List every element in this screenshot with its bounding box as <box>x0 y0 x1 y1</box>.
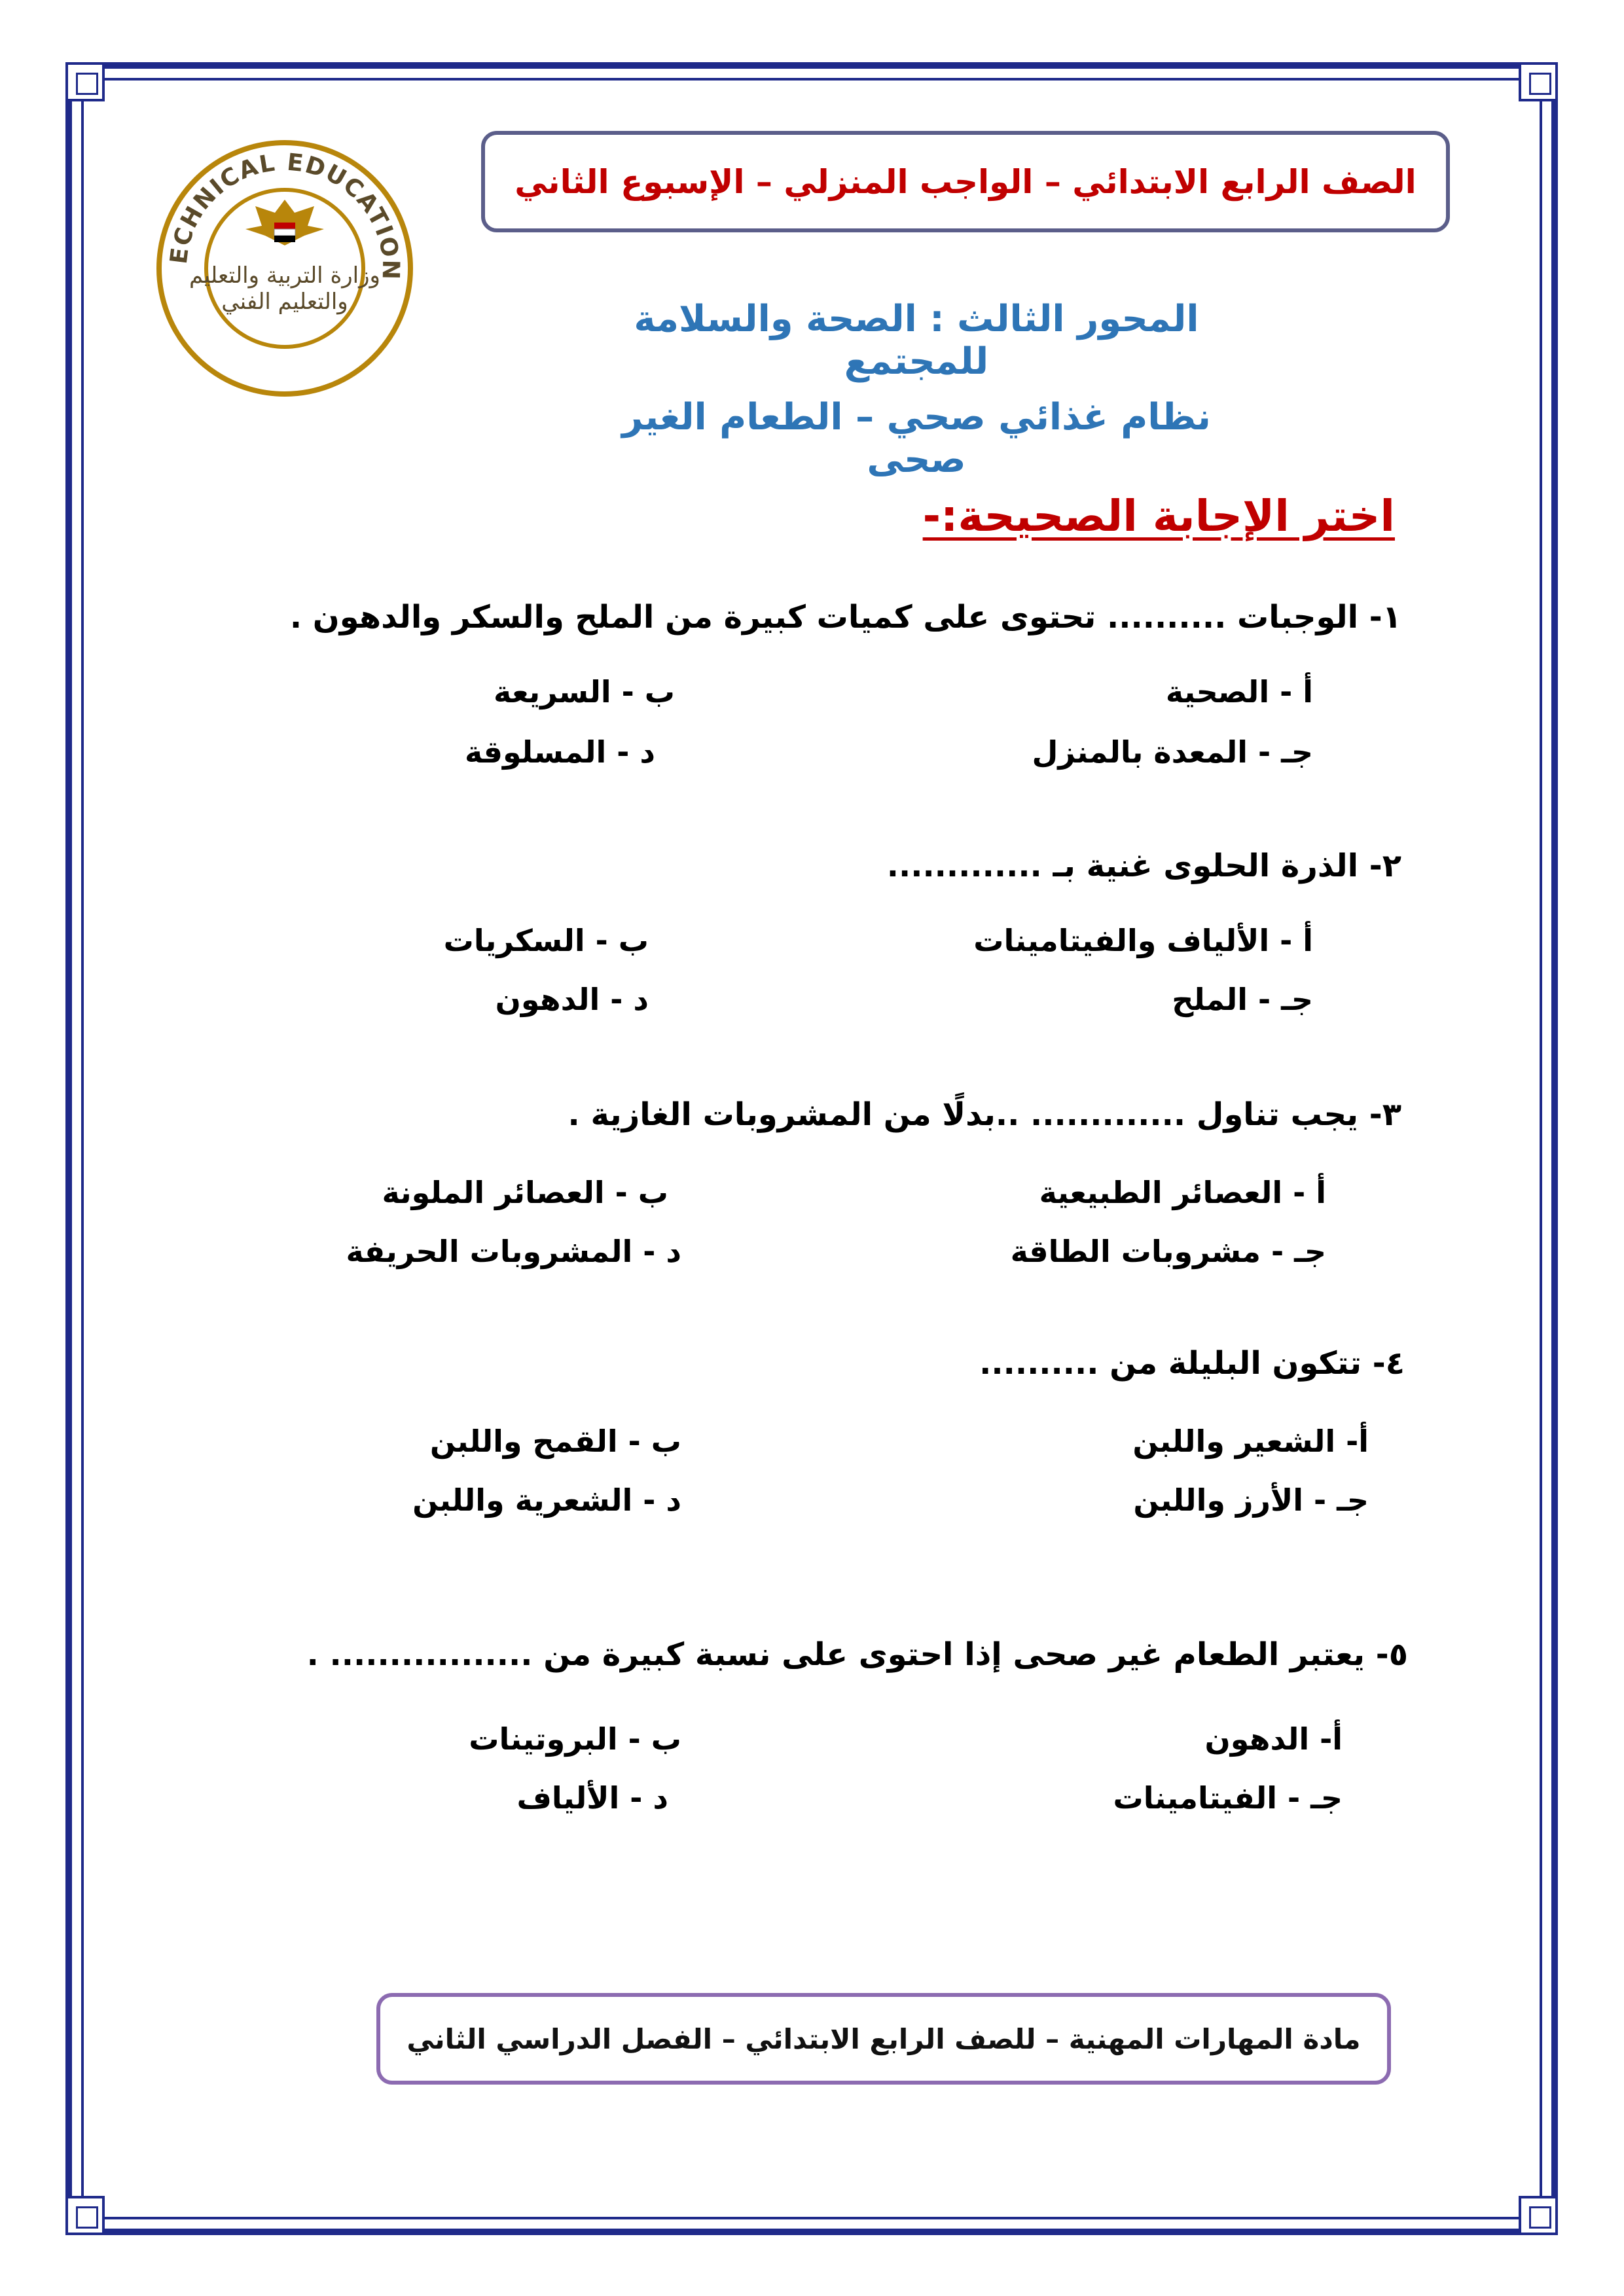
question-3-option-c[interactable]: جـ - مشروبات الطاقة <box>1010 1234 1326 1269</box>
instruction-heading: اختر الإجابة الصحيحة:- <box>922 491 1395 541</box>
footer-text: مادة المهارات المهنية – للصف الرابع الابتدائي – الفصل الدراسي الثاني <box>406 2022 1361 2055</box>
logo-arabic-line1: وزارة التربية والتعليم <box>189 262 380 289</box>
question-3-option-d[interactable]: د - المشروبات الحريفة <box>346 1234 681 1269</box>
question-2-option-a[interactable]: أ - الألياف والفيتامينات <box>973 923 1313 958</box>
question-2-option-c[interactable]: جـ - الملح <box>1172 982 1313 1017</box>
question-1-option-b[interactable]: ب - السريعة <box>494 674 675 709</box>
question-3: ٣- يجب تناول ............. ..بدلًا من المشروبات الغازية . <box>568 1096 1401 1133</box>
question-5-option-a[interactable]: أ- الدهون <box>1204 1721 1343 1757</box>
question-4: ٤- تتكون البليلة من .......... <box>979 1345 1405 1382</box>
question-1: ١- الوجبات .......... تحتوى على كميات كبيرة من الملح والسكر والدهون . <box>289 599 1401 636</box>
border-corner-top-left <box>65 62 105 101</box>
eagle-icon <box>245 200 324 245</box>
question-5-option-c[interactable]: جـ - الفيتامينات <box>1113 1780 1343 1816</box>
question-3-option-a[interactable]: أ - العصائر الطبيعية <box>1039 1175 1326 1210</box>
ministry-logo <box>154 137 416 399</box>
question-1-option-a[interactable]: أ - الصحية <box>1165 674 1313 709</box>
lesson-title: نظام غذائي صحي – الطعام الغير صحى <box>622 396 1211 481</box>
logo-ring-text: ECHNICAL EDUCATION <box>165 149 405 281</box>
question-4-option-d[interactable]: د - الشعرية واللبن <box>412 1482 681 1518</box>
question-5: ٥- يعتبر الطعام غير صحى إذا احتوى على نسبة كبيرة من ................. . <box>306 1636 1408 1673</box>
question-1-option-c[interactable]: جـ - المعدة بالمنزل <box>1032 734 1313 770</box>
question-2-option-b[interactable]: ب - السكريات <box>443 923 649 958</box>
border-corner-bottom-right <box>1519 2196 1558 2235</box>
question-4-option-c[interactable]: جـ - الأرز واللبن <box>1133 1482 1369 1518</box>
header-box <box>481 131 1450 232</box>
header-title: الصف الرابع الابتدائي – الواجب المنزلي – الإسبوع الثاني <box>514 162 1416 201</box>
logo-arabic-line2: والتعليم الفني <box>221 289 348 315</box>
question-5-option-d[interactable]: د - الألياف <box>516 1780 668 1816</box>
question-4-option-b[interactable]: ب - القمح واللبن <box>429 1424 681 1459</box>
question-2-option-d[interactable]: د - الدهون <box>495 982 649 1017</box>
question-3-option-b[interactable]: ب - العصائر الملونة <box>382 1175 668 1210</box>
question-1-option-d[interactable]: د - المسلوقة <box>464 734 655 770</box>
border-corner-bottom-left <box>65 2196 105 2235</box>
question-2: ٢- الذرة الحلوى غنية بـ ............. <box>886 848 1401 884</box>
question-4-option-a[interactable]: أ- الشعير واللبن <box>1132 1424 1369 1459</box>
border-corner-top-right <box>1519 62 1558 101</box>
footer-box <box>376 1993 1391 2085</box>
question-5-option-b[interactable]: ب - البروتينات <box>469 1721 681 1757</box>
axis-title: المحور الثالث : الصحة والسلامة للمجتمع <box>634 298 1199 383</box>
